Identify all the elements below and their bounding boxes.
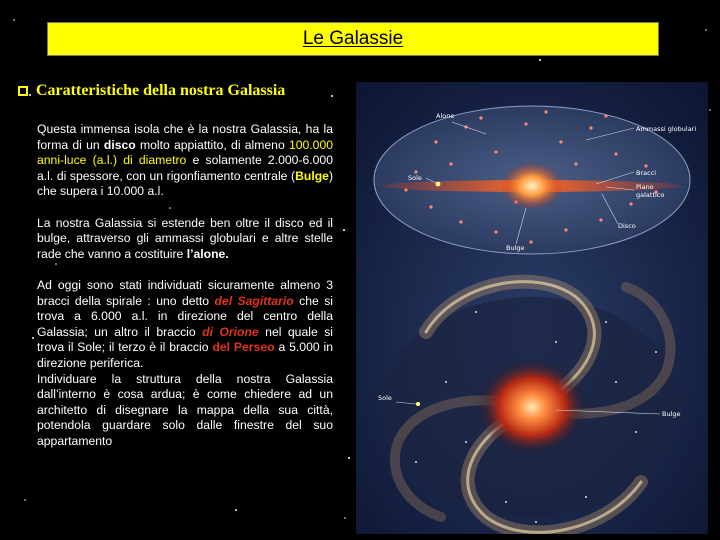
title-bar [47, 22, 659, 56]
label-sole-bottom: Sole [378, 394, 392, 402]
arm-sagittario: del Sagittario [214, 293, 294, 308]
keyword-disco: disco [103, 137, 136, 152]
section-heading-row [18, 82, 285, 100]
slide-title: Le Galassie [302, 28, 404, 49]
text-run: Questa immensa isola che è la nostra Galassia, ha la forma di un [37, 122, 333, 152]
square-bullet-icon [18, 86, 28, 96]
galactic-bulge [500, 162, 564, 210]
galaxy-illustration [356, 82, 708, 534]
section-heading: Caratteristiche della nostra Galassia [36, 82, 286, 99]
paragraph-arms [37, 278, 333, 372]
paragraph-architect: Individuare la struttura della nostra Galassia dall’interno è cosa ardua; è come chiedere ad un architetto di disegnare la mappa della sua città, potendola guardare solo dalle finestre del suo appartamento [37, 371, 333, 448]
keyword-bulge: Bulge [295, 168, 329, 183]
body-text-column [37, 122, 333, 449]
label-piano: Piano [636, 183, 654, 191]
label-galattico: galattico [636, 191, 665, 199]
label-sole-top: Sole [408, 174, 422, 182]
text-run: a 5.000 in direzione periferica. [37, 340, 333, 370]
label-bulge-top: Bulge [506, 244, 525, 252]
label-bulge-bottom: Bulge [662, 410, 681, 418]
sun-marker-top [436, 182, 441, 187]
text-run: nel quale si trova il Sole; il terzo è il braccio [37, 324, 333, 355]
label-disco: Disco [618, 222, 636, 230]
arm-orione: di Orione [202, 324, 259, 339]
text-run: e solamente 2.000-6.000 a.l. di spessore, con un rigonfiamento centrale ( [37, 153, 333, 183]
arm-perseo: del Perseo [212, 340, 275, 355]
label-ammassi: Ammassi globulari [636, 125, 697, 133]
text-run: molto appiattito, di almeno [135, 137, 289, 152]
text-run: La nostra Galassia si estende ben oltre il disco ed il bulge, attraverso gli ammassi globulari e altre stelle rade che vanno a costituire [37, 215, 333, 261]
paragraph-shape [37, 122, 333, 200]
paragraph-halo [37, 216, 333, 263]
text-run: ) che supera i 10.000 a.l. [37, 168, 333, 199]
label-alone: Alone [436, 112, 455, 120]
text-run: Ad oggi sono stati individuati sicuramente almeno 3 bracci della spirale : uno detto [37, 277, 333, 308]
highlight-diameter: 100.000 anni-luce (a.l.) di diametro [37, 137, 334, 168]
text-run: che si trova a 6.000 a.l. in direzione del centro della Galassia; un altro il braccio [37, 293, 333, 339]
sun-marker-bottom [416, 402, 420, 406]
keyword-alone: l’alone. [186, 246, 229, 261]
label-bracci: Bracci [636, 169, 657, 177]
